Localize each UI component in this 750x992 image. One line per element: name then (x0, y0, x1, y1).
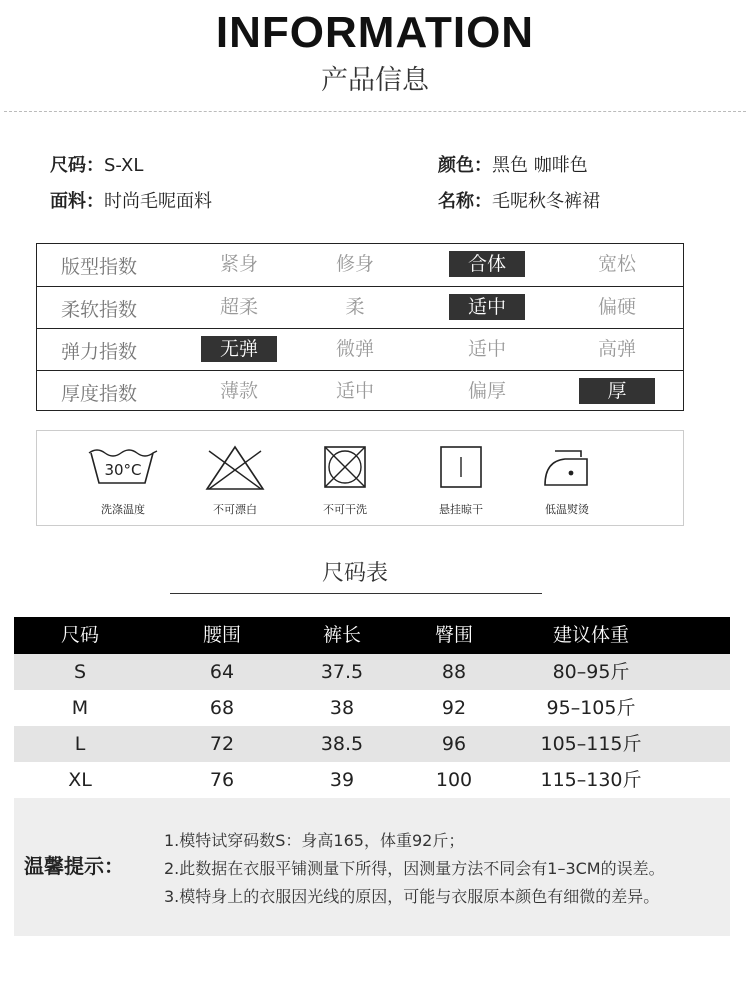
care-instructions (36, 430, 684, 526)
care-item-bleach (185, 431, 285, 525)
table-cell: 68 (209, 697, 235, 719)
tip-line: 1.模特试穿码数S：身高165，体重92斤； (164, 831, 465, 850)
info-fabric-key: 面料： (50, 191, 104, 212)
wash-temp-label: 30°C (104, 461, 142, 479)
table-cell: L (74, 733, 86, 755)
info-size-value: S-XL (104, 155, 144, 176)
table-cell: 37.5 (320, 661, 364, 683)
title-english: INFORMATION (215, 8, 535, 57)
index-option: 适中 (467, 338, 506, 360)
table-cell: 39 (329, 769, 355, 791)
care-caption: 低温熨烫 (545, 503, 589, 516)
index-option-selected: 无弹 (201, 336, 277, 362)
care-item-hang (411, 431, 511, 525)
tip-line: 2.此数据在衣服平铺测量下所得，因测量方法不同会有1–3CM的误差。 (164, 859, 665, 878)
index-option: 微弹 (335, 338, 374, 360)
table-cell: 95–105斤 (546, 697, 636, 719)
table-cell: 115–130斤 (540, 769, 642, 791)
no-bleach-icon (203, 441, 267, 493)
index-option: 偏硬 (597, 296, 636, 318)
care-caption: 不可干洗 (323, 503, 367, 516)
care-caption: 洗涤温度 (101, 503, 145, 516)
table-row (14, 690, 730, 726)
title-chinese: 产品信息 (321, 65, 429, 96)
table-cell: 72 (209, 733, 235, 755)
index-option-selected: 厚 (579, 378, 655, 404)
care-item-wash (73, 431, 173, 525)
index-option: 宽松 (597, 253, 636, 275)
index-option: 柔 (345, 296, 365, 318)
care-item-iron (517, 431, 617, 525)
index-row (37, 244, 683, 286)
size-chart-title: 尺码表 (321, 561, 388, 586)
info-color (438, 151, 588, 177)
index-label: 弹力指数 (61, 341, 138, 363)
index-option: 偏厚 (467, 380, 506, 402)
table-cell: 105–115斤 (540, 733, 642, 755)
table-row (14, 726, 730, 762)
table-header-cell: 建议体重 (552, 624, 629, 646)
info-fabric-value: 时尚毛呢面料 (104, 191, 212, 212)
table-cell: 96 (441, 733, 467, 755)
dashed-divider (4, 111, 746, 112)
table-cell: M (71, 697, 89, 719)
index-option: 薄款 (219, 380, 258, 402)
info-color-value: 黑色 咖啡色 (492, 155, 588, 176)
index-option: 紧身 (219, 253, 258, 275)
table-row (14, 762, 730, 798)
tip-line: 3.模特身上的衣服因光线的原因，可能与衣服原本颜色有细微的差异。 (164, 887, 660, 906)
table-cell: 88 (441, 661, 467, 683)
info-size (50, 151, 143, 177)
index-table (36, 243, 684, 411)
table-cell: 92 (441, 697, 467, 719)
no-dry-clean-icon (319, 441, 371, 493)
index-option-selected: 适中 (449, 294, 525, 320)
table-cell: 38 (329, 697, 355, 719)
care-caption: 不可漂白 (213, 503, 257, 516)
table-cell: 80–95斤 (552, 661, 630, 683)
index-option-selected: 合体 (449, 251, 525, 277)
info-size-key: 尺码： (50, 155, 104, 176)
index-option: 适中 (335, 380, 374, 402)
low-iron-icon (537, 441, 597, 493)
index-label: 柔软指数 (61, 299, 138, 321)
info-name (438, 187, 600, 213)
table-header (14, 617, 730, 654)
size-chart-underline (170, 593, 542, 594)
table-cell: S (73, 661, 87, 683)
tips-label: 温馨提示： (24, 854, 124, 878)
table-row (14, 654, 730, 690)
table-header-cell: 裤长 (322, 624, 361, 646)
care-item-dry-clean (295, 431, 395, 525)
info-name-key: 名称： (438, 191, 492, 212)
wash-30c-icon (85, 441, 161, 493)
size-table (14, 617, 730, 798)
index-option: 修身 (335, 253, 374, 275)
table-cell: 38.5 (320, 733, 364, 755)
index-label: 厚度指数 (61, 383, 138, 405)
table-header-cell: 臀围 (434, 624, 473, 646)
tips-panel (14, 798, 730, 936)
info-name-value: 毛呢秋冬裤裙 (492, 191, 600, 212)
hang-dry-icon (435, 441, 487, 493)
table-header-cell: 腰围 (202, 624, 241, 646)
table-cell: 100 (435, 769, 473, 791)
care-caption: 悬挂晾干 (439, 503, 483, 516)
table-header-cell: 尺码 (60, 624, 99, 646)
index-option: 超柔 (219, 296, 258, 318)
info-color-key: 颜色： (438, 155, 492, 176)
index-option: 高弹 (597, 338, 636, 360)
index-row (37, 286, 683, 329)
table-cell: 76 (209, 769, 235, 791)
index-label: 版型指数 (61, 256, 138, 278)
table-cell: 64 (209, 661, 235, 683)
table-cell: XL (68, 769, 92, 791)
index-row (37, 370, 683, 413)
info-fabric (50, 187, 212, 213)
index-row (37, 328, 683, 371)
